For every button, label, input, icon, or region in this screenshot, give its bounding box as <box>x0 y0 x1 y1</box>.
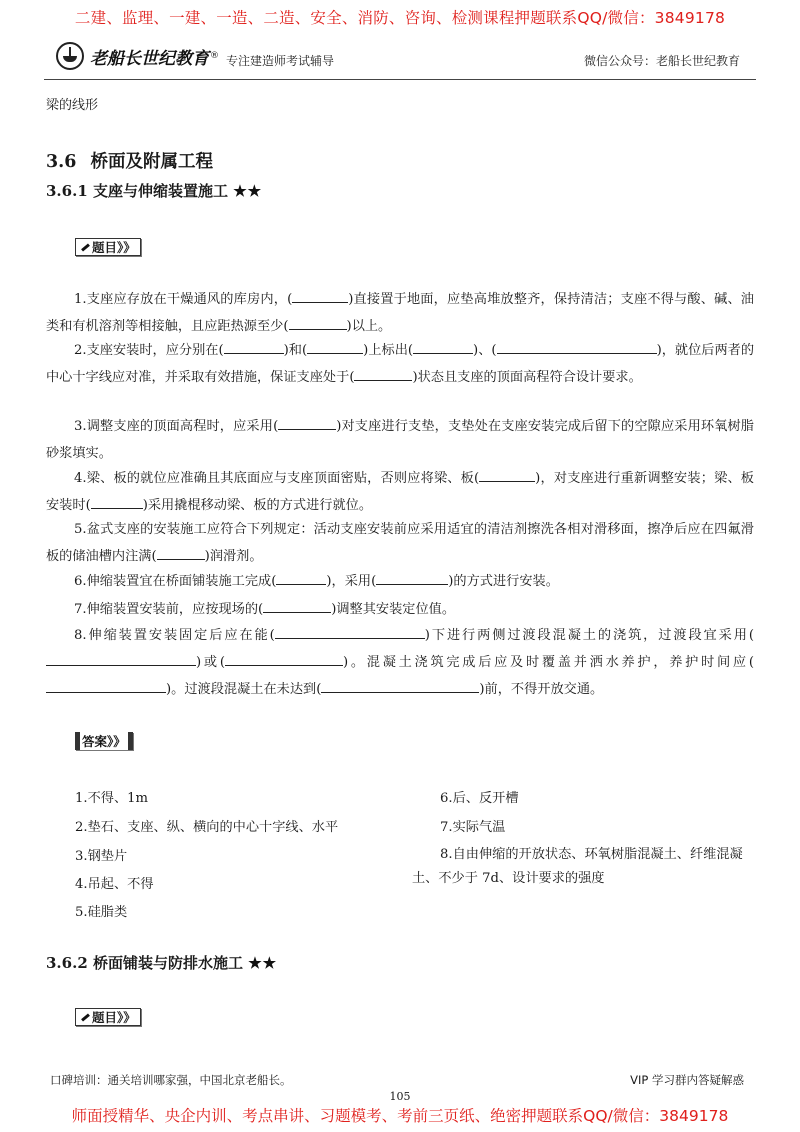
question-text: 。过渡段混凝土在未达到 <box>171 682 317 697</box>
answer-blank <box>46 649 196 666</box>
question-text: 状态且支座的顶面高程符合设计要求。 <box>417 370 642 385</box>
subsection-title: 3.6.2 桥面铺装与防排水施工 <box>46 954 243 972</box>
question-text: 采用撬棍移动梁、板的方式进行就位。 <box>147 498 373 513</box>
header-divider <box>44 79 756 80</box>
answer-blank <box>289 313 347 330</box>
question-text: 的方式进行安装。 <box>453 574 559 589</box>
answer-blank <box>321 676 479 693</box>
question-text: 润滑剂。 <box>209 549 263 564</box>
answer-blank <box>278 413 336 430</box>
question-2: 2.支座安装时，应分别在( )和( )上标出( )、( )，就位后两者的中心十字线应对准，并采取有效措施，保证支座处于( )状态且支座的顶面高程符合设计要求。 <box>46 337 754 391</box>
question-text: 。混凝土浇筑完成后应及时覆盖并洒水养护，养护时间应 <box>348 655 749 670</box>
question-text: 2.支座安装时，应分别在 <box>74 343 219 358</box>
question-1: 1.支座应存放在干燥通风的库房内，( )直接置于地面，应垫高堆放整齐，保持清洁；支座不得与酸、碱、油类和有机溶剂等相接触，且应距热源至少( )以上。 <box>46 286 754 340</box>
pen-icon <box>80 1012 90 1022</box>
question-text: 上标出 <box>368 343 408 358</box>
header-wechat: 微信公众号：老船长世纪教育 <box>583 54 740 68</box>
answer-blank <box>263 596 331 613</box>
answer-tag-label: 答案》》 <box>82 734 126 749</box>
answer-blank <box>157 543 205 560</box>
answer-left-3: 3.钢垫片 <box>75 849 128 864</box>
subsection-heading-1 <box>46 180 262 201</box>
question-text: ，采用 <box>331 574 372 589</box>
question-text: 8.伸缩装置安装固定后应在能 <box>74 628 270 643</box>
question-text: 对支座进行支垫，支垫处在支座安装完成后留下的空隙应采用环氧树脂砂浆填实。 <box>46 419 754 461</box>
question-text: 5.盆式支座的安装施工应符合下列规定：活动支座安装前应采用适宜的清洁剂擦洗各相对滑移面，擦净后应在四氟滑板的储油槽内注满 <box>46 522 754 564</box>
question-text: 1.支座应存放在干燥通风的库房内， <box>74 292 288 307</box>
question-4: 4.梁、板的就位应准确且其底面应与支座顶面密贴，否则应将梁、板( )，对支座进行重新调整安装；梁、板安装时( )采用撬棍移动梁、板的方式进行就位。 <box>46 465 754 519</box>
section-title: 桥面及附属工程 <box>90 152 213 172</box>
question-tag-label: 题目》》 <box>92 240 136 255</box>
answer-left-5: 5.硅脂类 <box>75 905 128 920</box>
pen-icon <box>80 242 90 252</box>
answer-left-4: 4.吊起、不得 <box>75 877 154 892</box>
footer-slogan: 口碑培训：通关培训哪家强，中国北京老船长。 <box>50 1073 292 1087</box>
answer-right-7: 7.实际气温 <box>440 820 506 835</box>
answer-tag <box>75 732 133 750</box>
question-text: 直接置于地面，应垫高堆放整齐，保持清洁；支座不得与酸、碱、油类和有机溶剂等相接触，且应距热源至少 <box>46 292 754 334</box>
star-rating: ★★ <box>248 954 278 972</box>
promo-banner-top: 二建、监理、一建、一造、二造、安全、消防、咨询、检测课程押题联系QQ/微信：3849178 <box>74 9 726 27</box>
answer-blank <box>224 337 284 354</box>
registered-mark: ® <box>210 51 219 61</box>
section-heading <box>46 148 213 173</box>
footer-vip: VIP 学习群内答疑解惑 <box>630 1073 744 1087</box>
question-5: 5.盆式支座的安装施工应符合下列规定：活动支座安装前应采用适宜的清洁剂擦洗各相对滑移面，擦净后应在四氟滑板的储油槽内注满( )润滑剂。 <box>46 522 754 564</box>
brand-name: 老船长世纪教育 <box>90 48 209 69</box>
question-text: 或 <box>201 655 220 670</box>
subsection-title: 3.6.1 支座与伸缩装置施工 <box>46 182 228 200</box>
question-text: 以上。 <box>351 319 392 334</box>
answer-blank <box>307 337 363 354</box>
question-3: 3.调整支座的顶面高程时，应采用( )对支座进行支垫，支垫处在支座安装完成后留下的空隙应采用环氧树脂砂浆填实。 <box>46 413 754 467</box>
question-text: 调整其安装定位值。 <box>336 602 456 617</box>
page-header <box>50 40 750 78</box>
page-number: 105 <box>389 1090 411 1103</box>
answer-blank <box>276 568 326 585</box>
question-text: 前，不得开放交通。 <box>484 682 604 697</box>
question-text: 3.调整支座的顶面高程时，应采用 <box>74 419 274 434</box>
brand-logo <box>56 42 219 70</box>
answer-right-8: 8.自由伸缩的开放状态、环氧树脂混凝土、纤维混凝土、不少于 7d、设计要求的强度 <box>412 847 743 886</box>
answer-right-6: 6.后、反开槽 <box>440 791 519 806</box>
question-tag-2 <box>75 1008 141 1026</box>
answer-blank <box>225 649 343 666</box>
answer-left-1: 1.不得、1m <box>75 791 149 806</box>
answer-blank <box>413 337 473 354</box>
question-text: 4.梁、板的就位应准确且其底面应与支座顶面密贴，否则应将梁、板 <box>74 471 475 486</box>
question-text: 下进行两侧过渡段混凝土的浇筑，过渡段宜采用 <box>429 628 749 643</box>
answer-blank <box>46 676 166 693</box>
answer-blank <box>292 286 348 303</box>
question-text: 和 <box>288 343 302 358</box>
question-text: 7.伸缩装置安装前，应按现场的 <box>74 602 259 617</box>
question-text: ，就位后两者的中心十字线应对准，并采取有效措施，保证支座处于 <box>46 343 755 385</box>
answer-blank <box>275 622 425 639</box>
answer-left-2: 2.垫石、支座、纵、横向的中心十字线、水平 <box>75 820 339 835</box>
question-text: 、 <box>478 343 492 358</box>
ship-logo-icon <box>56 42 84 70</box>
question-8: 8.伸缩装置安装固定后应在能( )下进行两侧过渡段混凝土的浇筑，过渡段宜采用()或( )。混凝土浇筑完成后应及时覆盖并洒水养护，养护时间应()。过渡段混凝土在未达到( )前，不得开放交通。 <box>46 622 754 703</box>
lead-text: 梁的线形 <box>46 98 99 113</box>
header-tagline: 专注建造师考试辅导 <box>226 54 335 68</box>
answer-blank <box>376 568 448 585</box>
question-text: ，对支座进行重新调整安装；梁、板安装时 <box>46 471 754 513</box>
promo-banner-bottom: 师面授精华、央企内训、考点串讲、习题模考、考前三页纸、绝密押题联系QQ/微信：3849178 <box>71 1107 729 1125</box>
section-number: 3.6 <box>46 152 77 172</box>
question-6: 6.伸缩装置宜在桥面铺装施工完成( )，采用( )的方式进行安装。 <box>46 568 754 595</box>
star-rating: ★★ <box>233 182 263 200</box>
answer-blank <box>91 492 143 509</box>
question-text: 6.伸缩装置宜在桥面铺装施工完成 <box>74 574 272 589</box>
subsection-heading-2 <box>46 952 277 973</box>
question-tag <box>75 238 141 256</box>
question-7: 7.伸缩装置安装前，应按现场的( )调整其安装定位值。 <box>46 596 754 623</box>
answer-blank <box>497 337 657 354</box>
question-tag-label: 题目》》 <box>92 1010 136 1025</box>
answer-blank <box>479 465 535 482</box>
answer-blank <box>354 364 412 381</box>
